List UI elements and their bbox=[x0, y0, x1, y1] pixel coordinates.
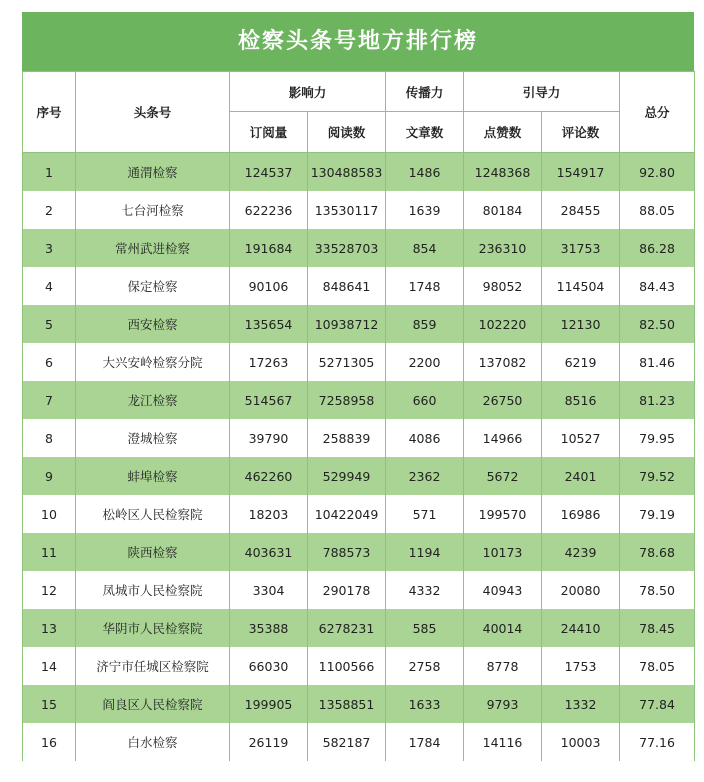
comments-cell: 1332 bbox=[542, 685, 620, 723]
header-articles: 文章数 bbox=[386, 112, 464, 153]
total-score-cell: 78.50 bbox=[620, 571, 695, 609]
likes-cell: 102220 bbox=[464, 305, 542, 343]
reads-cell: 33528703 bbox=[308, 229, 386, 267]
articles-cell: 2362 bbox=[386, 457, 464, 495]
likes-cell: 236310 bbox=[464, 229, 542, 267]
rank-cell: 15 bbox=[23, 685, 76, 723]
subscribers-cell: 17263 bbox=[230, 343, 308, 381]
table-row bbox=[23, 723, 695, 761]
likes-cell: 137082 bbox=[464, 343, 542, 381]
articles-cell: 1486 bbox=[386, 153, 464, 192]
total-score-cell: 82.50 bbox=[620, 305, 695, 343]
comments-cell: 10527 bbox=[542, 419, 620, 457]
header-total: 总分 bbox=[620, 72, 695, 153]
rank-cell: 8 bbox=[23, 419, 76, 457]
table-header bbox=[23, 72, 695, 153]
comments-cell: 24410 bbox=[542, 609, 620, 647]
total-score-cell: 78.05 bbox=[620, 647, 695, 685]
table-row bbox=[23, 153, 695, 192]
total-score-cell: 77.16 bbox=[620, 723, 695, 761]
account-name-cell: 阎良区人民检察院 bbox=[76, 685, 230, 723]
articles-cell: 1194 bbox=[386, 533, 464, 571]
table-row bbox=[23, 457, 695, 495]
subscribers-cell: 18203 bbox=[230, 495, 308, 533]
rank-cell: 3 bbox=[23, 229, 76, 267]
rank-cell: 7 bbox=[23, 381, 76, 419]
articles-cell: 1633 bbox=[386, 685, 464, 723]
articles-cell: 1639 bbox=[386, 191, 464, 229]
total-score-cell: 78.45 bbox=[620, 609, 695, 647]
account-name-cell: 凤城市人民检察院 bbox=[76, 571, 230, 609]
articles-cell: 1748 bbox=[386, 267, 464, 305]
table-row bbox=[23, 343, 695, 381]
comments-cell: 8516 bbox=[542, 381, 620, 419]
comments-cell: 28455 bbox=[542, 191, 620, 229]
account-name-cell: 白水检察 bbox=[76, 723, 230, 761]
comments-cell: 154917 bbox=[542, 153, 620, 192]
subscribers-cell: 462260 bbox=[230, 457, 308, 495]
table-row bbox=[23, 495, 695, 533]
likes-cell: 40943 bbox=[464, 571, 542, 609]
comments-cell: 114504 bbox=[542, 267, 620, 305]
reads-cell: 258839 bbox=[308, 419, 386, 457]
reads-cell: 6278231 bbox=[308, 609, 386, 647]
comments-cell: 10003 bbox=[542, 723, 620, 761]
articles-cell: 2200 bbox=[386, 343, 464, 381]
comments-cell: 31753 bbox=[542, 229, 620, 267]
reads-cell: 10938712 bbox=[308, 305, 386, 343]
subscribers-cell: 66030 bbox=[230, 647, 308, 685]
table-row bbox=[23, 647, 695, 685]
table-row bbox=[23, 267, 695, 305]
reads-cell: 1100566 bbox=[308, 647, 386, 685]
comments-cell: 1753 bbox=[542, 647, 620, 685]
table-row bbox=[23, 609, 695, 647]
ranking-board bbox=[22, 12, 694, 761]
account-name-cell: 龙江检察 bbox=[76, 381, 230, 419]
table-row bbox=[23, 571, 695, 609]
reads-cell: 529949 bbox=[308, 457, 386, 495]
table-row bbox=[23, 533, 695, 571]
rank-cell: 5 bbox=[23, 305, 76, 343]
account-name-cell: 西安检察 bbox=[76, 305, 230, 343]
header-rank: 序号 bbox=[23, 72, 76, 153]
likes-cell: 1248368 bbox=[464, 153, 542, 192]
header-spread: 传播力 bbox=[386, 72, 464, 112]
reads-cell: 1358851 bbox=[308, 685, 386, 723]
total-score-cell: 86.28 bbox=[620, 229, 695, 267]
comments-cell: 2401 bbox=[542, 457, 620, 495]
reads-cell: 10422049 bbox=[308, 495, 386, 533]
subscribers-cell: 191684 bbox=[230, 229, 308, 267]
reads-cell: 848641 bbox=[308, 267, 386, 305]
likes-cell: 40014 bbox=[464, 609, 542, 647]
account-name-cell: 松岭区人民检察院 bbox=[76, 495, 230, 533]
account-name-cell: 蚌埠检察 bbox=[76, 457, 230, 495]
likes-cell: 5672 bbox=[464, 457, 542, 495]
articles-cell: 4332 bbox=[386, 571, 464, 609]
likes-cell: 199570 bbox=[464, 495, 542, 533]
subscribers-cell: 90106 bbox=[230, 267, 308, 305]
board-title: 检察头条号地方排行榜 bbox=[22, 12, 694, 71]
articles-cell: 585 bbox=[386, 609, 464, 647]
total-score-cell: 84.43 bbox=[620, 267, 695, 305]
table-row bbox=[23, 191, 695, 229]
total-score-cell: 81.23 bbox=[620, 381, 695, 419]
header-guidance: 引导力 bbox=[464, 72, 620, 112]
subscribers-cell: 622236 bbox=[230, 191, 308, 229]
total-score-cell: 92.80 bbox=[620, 153, 695, 192]
likes-cell: 8778 bbox=[464, 647, 542, 685]
articles-cell: 1784 bbox=[386, 723, 464, 761]
likes-cell: 14116 bbox=[464, 723, 542, 761]
subscribers-cell: 514567 bbox=[230, 381, 308, 419]
comments-cell: 4239 bbox=[542, 533, 620, 571]
reads-cell: 582187 bbox=[308, 723, 386, 761]
total-score-cell: 79.19 bbox=[620, 495, 695, 533]
rank-cell: 2 bbox=[23, 191, 76, 229]
account-name-cell: 保定检察 bbox=[76, 267, 230, 305]
rank-cell: 1 bbox=[23, 153, 76, 192]
account-name-cell: 澄城检察 bbox=[76, 419, 230, 457]
header-subscribers: 订阅量 bbox=[230, 112, 308, 153]
articles-cell: 859 bbox=[386, 305, 464, 343]
table-row bbox=[23, 381, 695, 419]
rank-cell: 12 bbox=[23, 571, 76, 609]
header-influence: 影响力 bbox=[230, 72, 386, 112]
articles-cell: 854 bbox=[386, 229, 464, 267]
header-comments: 评论数 bbox=[542, 112, 620, 153]
subscribers-cell: 124537 bbox=[230, 153, 308, 192]
subscribers-cell: 403631 bbox=[230, 533, 308, 571]
header-reads: 阅读数 bbox=[308, 112, 386, 153]
articles-cell: 660 bbox=[386, 381, 464, 419]
header-likes: 点赞数 bbox=[464, 112, 542, 153]
comments-cell: 16986 bbox=[542, 495, 620, 533]
account-name-cell: 七台河检察 bbox=[76, 191, 230, 229]
reads-cell: 290178 bbox=[308, 571, 386, 609]
total-score-cell: 79.52 bbox=[620, 457, 695, 495]
likes-cell: 80184 bbox=[464, 191, 542, 229]
rank-cell: 11 bbox=[23, 533, 76, 571]
likes-cell: 10173 bbox=[464, 533, 542, 571]
table-row bbox=[23, 305, 695, 343]
articles-cell: 571 bbox=[386, 495, 464, 533]
ranking-table bbox=[22, 71, 695, 761]
total-score-cell: 81.46 bbox=[620, 343, 695, 381]
reads-cell: 130488583 bbox=[308, 153, 386, 192]
reads-cell: 13530117 bbox=[308, 191, 386, 229]
account-name-cell: 济宁市任城区检察院 bbox=[76, 647, 230, 685]
total-score-cell: 78.68 bbox=[620, 533, 695, 571]
account-name-cell: 陕西检察 bbox=[76, 533, 230, 571]
subscribers-cell: 26119 bbox=[230, 723, 308, 761]
subscribers-cell: 35388 bbox=[230, 609, 308, 647]
comments-cell: 12130 bbox=[542, 305, 620, 343]
account-name-cell: 大兴安岭检察分院 bbox=[76, 343, 230, 381]
rank-cell: 14 bbox=[23, 647, 76, 685]
subscribers-cell: 3304 bbox=[230, 571, 308, 609]
table-row bbox=[23, 229, 695, 267]
rank-cell: 16 bbox=[23, 723, 76, 761]
articles-cell: 4086 bbox=[386, 419, 464, 457]
reads-cell: 5271305 bbox=[308, 343, 386, 381]
account-name-cell: 华阴市人民检察院 bbox=[76, 609, 230, 647]
table-row bbox=[23, 419, 695, 457]
subscribers-cell: 39790 bbox=[230, 419, 308, 457]
reads-cell: 7258958 bbox=[308, 381, 386, 419]
rank-cell: 13 bbox=[23, 609, 76, 647]
header-account: 头条号 bbox=[76, 72, 230, 153]
subscribers-cell: 135654 bbox=[230, 305, 308, 343]
subscribers-cell: 199905 bbox=[230, 685, 308, 723]
rank-cell: 10 bbox=[23, 495, 76, 533]
likes-cell: 14966 bbox=[464, 419, 542, 457]
rank-cell: 9 bbox=[23, 457, 76, 495]
comments-cell: 20080 bbox=[542, 571, 620, 609]
articles-cell: 2758 bbox=[386, 647, 464, 685]
rank-cell: 6 bbox=[23, 343, 76, 381]
table-row bbox=[23, 685, 695, 723]
reads-cell: 788573 bbox=[308, 533, 386, 571]
account-name-cell: 通渭检察 bbox=[76, 153, 230, 192]
account-name-cell: 常州武进检察 bbox=[76, 229, 230, 267]
likes-cell: 26750 bbox=[464, 381, 542, 419]
comments-cell: 6219 bbox=[542, 343, 620, 381]
total-score-cell: 79.95 bbox=[620, 419, 695, 457]
rank-cell: 4 bbox=[23, 267, 76, 305]
likes-cell: 98052 bbox=[464, 267, 542, 305]
total-score-cell: 77.84 bbox=[620, 685, 695, 723]
total-score-cell: 88.05 bbox=[620, 191, 695, 229]
likes-cell: 9793 bbox=[464, 685, 542, 723]
table-body bbox=[23, 153, 695, 762]
